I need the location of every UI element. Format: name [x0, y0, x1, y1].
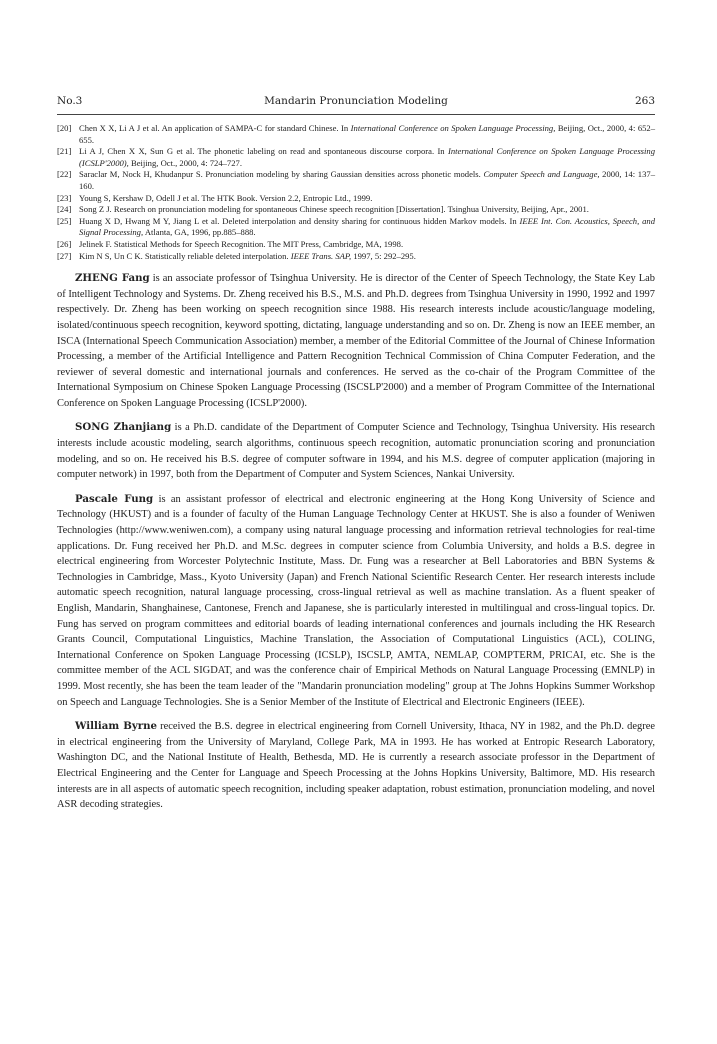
author-bio-zheng [57, 271, 655, 411]
reference-text: Huang X D, Hwang M Y, Jiang L et al. Deleted interpolation and density sharing for continuous hidden Markov models. In [79, 215, 520, 226]
reference-number: [25] [57, 215, 72, 226]
reference-venue: International Conference on Spoken Language Processing, [350, 123, 556, 133]
reference-number: [22] [57, 169, 72, 180]
reference-item [57, 216, 655, 239]
author-name: William Byrne [75, 720, 158, 733]
author-bio-song [57, 420, 655, 482]
author-bio-text: is an assistant professor of electrical and electronic engineering at the Hong Kong University of Science and Technology (HKUST) and is a founder of faculty of the Human Language Technology Center at HKUST. She is also a founder of Weniwen Technologies (http://www.weniwen.com), a company using natural language processing and information retrieval technologies for real-time applications. Dr. Fung received her Ph.D. and M.Sc. degrees in computer science from Columbia University, and holds a B.S. degree in electrical engineering from Worcester Polytechnic Institute, Mass. Dr. Fung was a researcher at Bell Laboratories and BBN Systems & Technologies in Cambridge, Mass., Kyoto University (Japan) and French National Scientific Research Center. Her research interests include automatic speech recognition, natural language processing, cross-lingual retrieval as well as machine translation. As a fluent speaker of English, Mandarin, Shanghainese, Cantonese, French and Japanese, she is particularly interested in multilingual and cross-lingual topics. Dr. Fung has served on program committees and editorial boards of leading international conferences and journals including the HK Research Grants Council, Computational Linguistics, Machine Translation, the Association of Computational Linguistics (ACL), COLING, International Conference on Spoken Language Processing (ICSLP), ISCSLP, AMTA, NEMLAP, COMPTERM, PRICAI, etc. She is the committee member of the ACL SIGDAT, and was the conference chair of Empirical Methods on Natural Language Processing (EMNLP) in 1999. Most recently, she has been the team leader of the "Mandarin pronunciation modeling" group at The Johns Hopkins Summer Workshop on Speech and Language Technologies. She is a Senior Member of the Institute of Electrical and Electronic Engineers (IEEE). [57, 493, 655, 708]
author-name: SONG Zhanjiang [75, 421, 172, 434]
author-name: ZHENG Fang [75, 272, 150, 285]
reference-text: Song Z J. Research on pronunciation modeling for spontaneous Chinese speech recognition [Dissertation]. Tsinghua University, Beijing, Apr., 2001. [79, 204, 589, 215]
reference-item [57, 251, 655, 263]
reference-number: [27] [57, 250, 72, 261]
reference-text: Saraclar M, Nock H, Khudanpur S. Pronunciation modeling by sharing Gaussian densities across phonetic models. [79, 169, 484, 180]
reference-number: [20] [57, 123, 72, 133]
reference-item [57, 193, 655, 205]
reference-details: 2000, 14: 137–160. [79, 169, 655, 191]
reference-venue: International Conference on Spoken Language Processing (ICSLP'2000), [79, 146, 655, 168]
issue-number: No.3 [57, 95, 83, 107]
reference-item [57, 169, 655, 192]
reference-details: Beijing, Oct., 2000, 4: 652–655. [79, 123, 656, 145]
author-bio-byrne [57, 719, 655, 813]
reference-details: Beijing, Oct., 2000, 4: 724–727. [128, 157, 242, 168]
reference-number: [26] [57, 238, 72, 249]
reference-venue: IEEE Int. Con. Acoustics, Speech, and Signal Processing, [79, 215, 655, 238]
reference-text: Chen X X, Li A J et al. An application of SAMPA-C for standard Chinese. In [79, 123, 351, 133]
running-header [57, 95, 655, 115]
author-bio-text: is an associate professor of Tsinghua University. He is director of the Center of Speech Technology, the State Key Lab of Intelligent Technology and Systems. Dr. Zheng received his B.S., M.S. and Ph.D. degrees from Tsinghua University in 1990, 1992 and 1997 respectively. Dr. Zheng has been working on speech recognition since 1988. His research interests include acoustic/language modeling, isolated/continuous speech recognition, keyword spotting, dictating, language understanding and so on. Dr. Zheng is now an IEEE member, an ISCA (International Speech Communication Association) member, a member of the Editorial Committee of the Journal of Chinese Information Processing, a member of the Artificial Intelligence and Pattern Recognition Technical Commission of China Computer Federation, and the reviewer of several domestic and international journals and conferences. He served as the co-chair of the Program Committee of the International Symposium on Chinese Spoken Language Processing (ISCSLP'2000) and a member of Program Committee of the International Conference on Spoken Language Processing (ICSLP'2000). [57, 273, 655, 409]
reference-text: Young S, Kershaw D, Odell J et al. The HTK Book. Version 2.2, Entropic Ltd., 1999. [79, 192, 373, 203]
running-title: Mandarin Pronunciation Modeling [264, 95, 448, 107]
page-number: 263 [634, 95, 655, 107]
reference-item [57, 123, 655, 146]
reference-item [57, 146, 655, 169]
reference-item [57, 204, 655, 216]
reference-number: [23] [57, 192, 72, 203]
reference-number: [21] [57, 146, 72, 157]
journal-page [57, 95, 655, 813]
author-name: Pascale Fung [75, 492, 154, 505]
author-bio-text: is a Ph.D. candidate of the Department of Computer Science and Technology, Tsinghua University. His research interests include acoustic modeling, search algorithms, continuous speech recognition, automatic pronunciation scoring and pronunciation modeling, and so on. He received his B.S. degree of computer software in 1994, and his M.S. degree of computer application (majoring in computer network) in 1997, both from the Department of Computer and System Sciences, Nankai University. [57, 422, 655, 481]
reference-text: Jelinek F. Statistical Methods for Speech Recognition. The MIT Press, Cambridge, MA, 1998. [79, 238, 404, 249]
reference-item [57, 239, 655, 251]
reference-details: Atlanta, GA, 1996, pp.885–888. [143, 227, 256, 238]
author-bio-fung [57, 492, 655, 710]
author-bio-text: received the B.S. degree in electrical engineering from Cornell University, Ithaca, NY in 1982, and the Ph.D. degree in electrical engineering from the University of Maryland, College Park, MA in 1993. He has worked at Entropic Research Laboratory, Washington DC, and the National Institute of Health, Bethesda, MD. He is currently a research associate professor in the Department of Electrical Engineering and the Center for Language and Speech Processing at the Johns Hopkins University, Baltimore, MD. His research interests are in all aspects of automatic speech recognition, including speaker adaptation, robust estimation, pronunciation modeling, and novel ASR decoding strategies. [57, 721, 655, 811]
reference-venue: Computer Speech and Language, [483, 169, 600, 180]
reference-text: Kim N S, Un C K. Statistically reliable deleted interpolation. [79, 250, 291, 261]
reference-details: 1997, 5: 292–295. [351, 250, 416, 261]
reference-number: [24] [57, 204, 72, 215]
reference-list [57, 123, 655, 262]
reference-text: Li A J, Chen X X, Sun G et al. The phonetic labeling on read and spontaneous discourse corpora. In [79, 146, 448, 157]
reference-venue: IEEE Trans. SAP, [290, 250, 352, 261]
